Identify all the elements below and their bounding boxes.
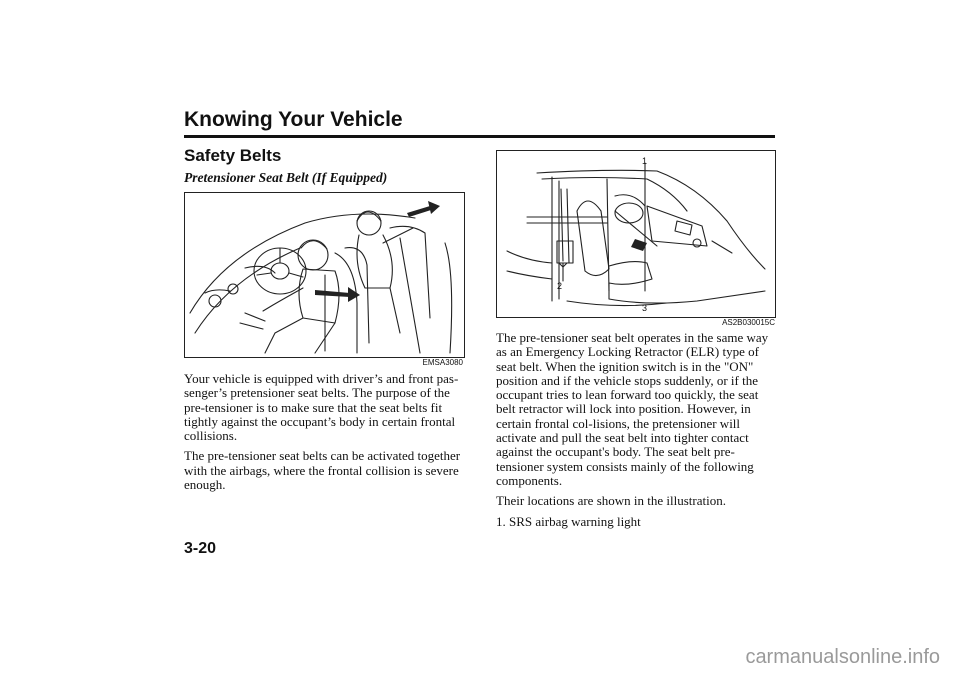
paragraph: Their locations are shown in the illustration. <box>496 493 726 509</box>
paragraph: Your vehicle is equipped with driver’s and front pas-senger’s pretensioner seat belts. The purpose of the pre-tensioner is to make sure that the seat belts fit tightly against the occupant’s body in certain frontal collisions. <box>184 371 459 444</box>
interior-drawing <box>497 151 775 317</box>
right-column-text <box>496 331 778 535</box>
subsection-title: Pretensioner Seat Belt (If Equipped) <box>184 170 388 185</box>
left-column-text <box>184 372 464 498</box>
occupants-drawing <box>185 193 464 357</box>
figure-code-left: EMSA3080 <box>422 358 463 367</box>
paragraph: The pre-tensioner seat belt operates in the same way as an Emergency Locking Retractor (ELR) type of seat belt. When the ignition switch is in the "ON" position and if the vehicle stops suddenly, or if the occupant tries to lean forward too quickly, the seat belt retractor will lock into position. However, in certain frontal col-lisions, the pretensioner will activate and pull the seat belt into tighter contact against the occupant's body. The seat belt pre-tensioner system consists mainly of the following components. <box>496 330 769 488</box>
list-item: 1. SRS airbag warning light <box>496 513 641 529</box>
figure-code-right: AS2B030015C <box>722 318 775 327</box>
chapter-title: Knowing Your Vehicle <box>184 108 403 131</box>
components-illustration <box>496 150 776 318</box>
callout-3: 3 <box>642 303 648 313</box>
pretensioner-illustration <box>184 192 465 358</box>
page-number: 3-20 <box>184 540 217 557</box>
callout-2: 2 <box>557 281 563 291</box>
section-title: Safety Belts <box>184 146 282 165</box>
watermark: carmanualsonline.info <box>745 646 940 668</box>
header-rule <box>184 135 775 138</box>
paragraph: The pre-tensioner seat belts can be activated together with the airbags, where the frontal collision is severe enough. <box>184 448 461 493</box>
callout-1: 1 <box>642 156 648 166</box>
